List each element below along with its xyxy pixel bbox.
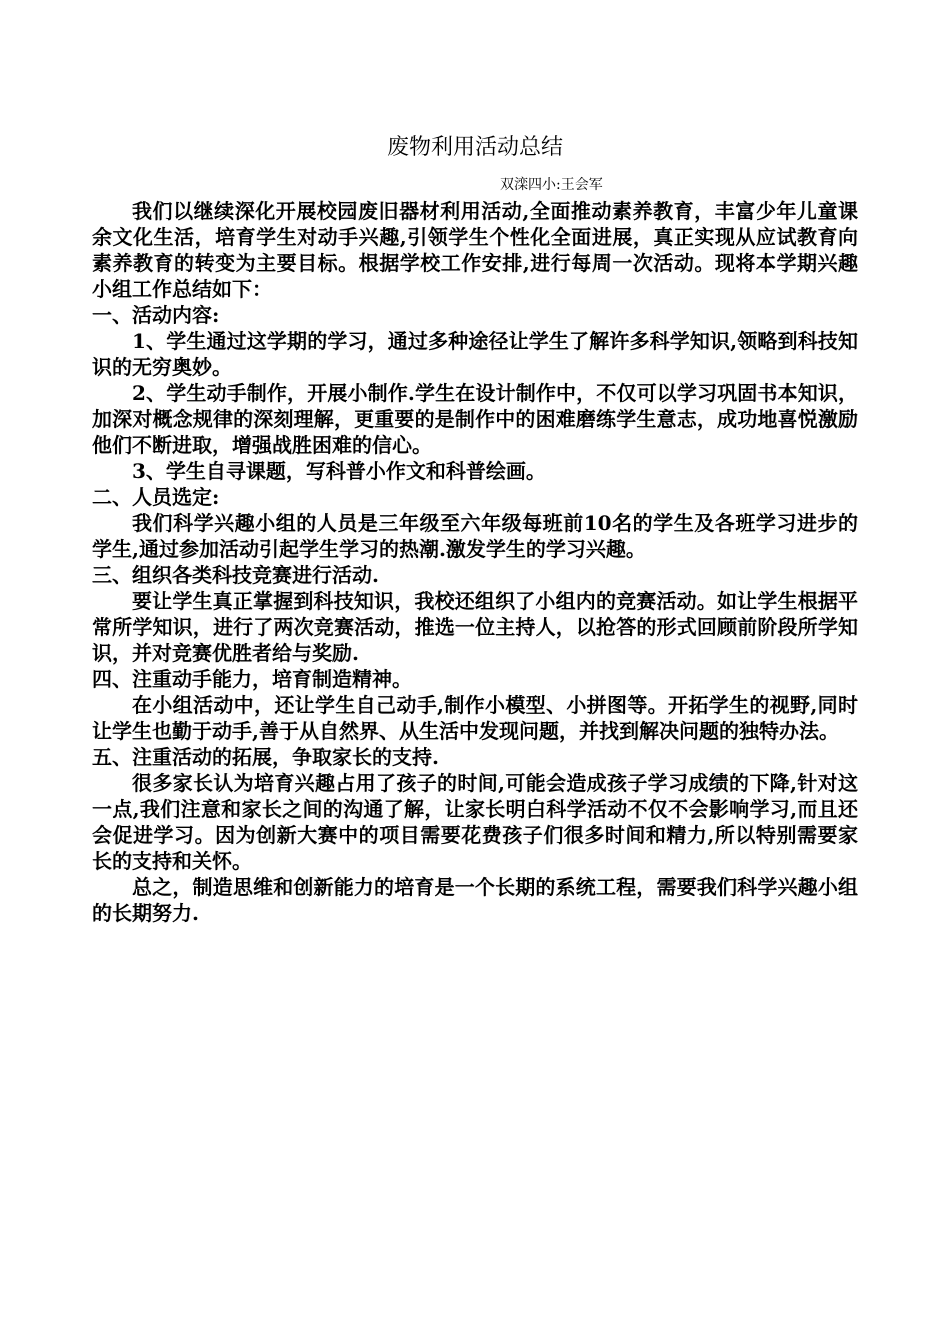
paragraph: 3、学生自寻课题，写科普小作文和科普绘画。 — [132, 459, 546, 483]
paragraph: 总之，制造思维和创新能力的培育是一个长期的系统工程，需要我们科学兴趣小组的长期努力. — [92, 875, 858, 925]
paragraph: 二、人员选定: — [92, 485, 220, 509]
paragraph: 1、学生通过这学期的学习，通过多种途径让学生了解许多科学知识,领略到科技知识的无穷奥妙。 — [92, 329, 858, 379]
paragraph: 一、活动内容: — [92, 303, 220, 327]
paragraph: 要让学生真正掌握到科技知识，我校还组织了小组内的竞赛活动。如让学生根据平常所学知识，进行了两次竞赛活动，推选一位主持人，以抢答的形式回顾前阶段所学知识，并对竞赛优胜者给与奖励. — [92, 589, 858, 665]
document-byline: 双滦四小:王会军 — [500, 177, 603, 193]
document-title: 废物利用活动总结 — [386, 135, 563, 160]
paragraph: 2、学生动手制作，开展小制作.学生在设计制作中，不仅可以学习巩固书本知识，加深对概念规律的深刻理解，更重要的是制作中的困难磨练学生意志，成功地喜悦激励他们不断进取，增强战胜困难的信心。 — [92, 381, 858, 457]
paragraph: 我们以继续深化开展校园废旧器材利用活动,全面推动素养教育，丰富少年儿童课余文化生活，培育学生对动手兴趣,引领学生个性化全面进展，真正实现从应试教育向素养教育的转变为主要目标。根据学校工作安排,进行每周一次活动。现将本学期兴趣小组工作总结如下： — [92, 199, 858, 301]
paragraph: 在小组活动中，还让学生自己动手,制作小模型、小拼图等。开拓学生的视野,同时让学生也勤于动手,善于从自然界、从生活中发现问题，并找到解决问题的独特办法。 — [92, 693, 858, 743]
paragraph: 我们科学兴趣小组的人员是三年级至六年级每班前10名的学生及各班学习进步的学生,通过参加活动引起学生学习的热潮.激发学生的学习兴趣。 — [92, 511, 858, 561]
paragraph: 五、注重活动的拓展，争取家长的支持. — [92, 745, 439, 769]
document-body — [92, 198, 858, 926]
paragraph: 很多家长认为培育兴趣占用了孩子的时间,可能会造成孩子学习成绩的下降,针对这一点,我们注意和家长之间的沟通了解，让家长明白科学活动不仅不会影响学习,而且还会促进学习。因为创新大赛中的项目需要花费孩子们很多时间和精力,所以特别需要家长的支持和关怀。 — [92, 771, 858, 873]
paragraph: 四、注重动手能力，培育制造精神。 — [92, 667, 412, 691]
paragraph: 三、组织各类科技竞赛进行活动. — [92, 563, 379, 587]
